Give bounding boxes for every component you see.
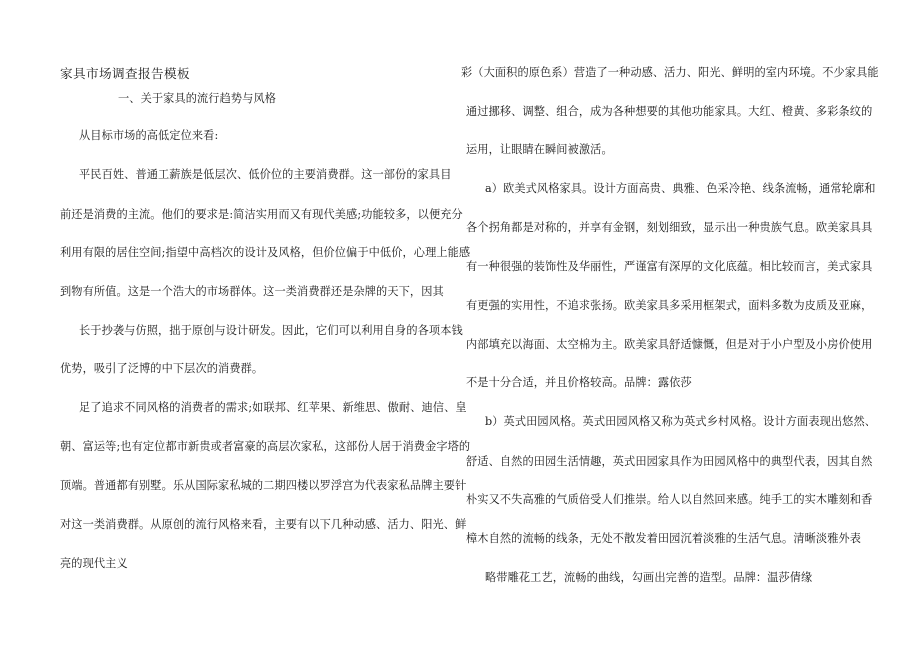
left-paragraph-line: 优势，吸引了泛博的中下层次的消费群。	[60, 362, 264, 375]
right-paragraph-line: 通过挪移、调整、组合，成为各种想要的其他功能家具。大红、橙黄、多彩条纹的	[466, 105, 873, 118]
right-paragraph-line: 彩（大面积的原色系）营造了一种动感、活力、阳光、鲜明的室内环境。不少家具能	[461, 66, 879, 79]
left-paragraph-line: 长于抄袭与仿照，拙于原创与设计研发。因此，它们可以利用自身的各项本钱	[79, 324, 463, 337]
right-paragraph-line: 不是十分合适，并且价格较高。品牌：露依莎	[466, 376, 692, 389]
left-paragraph-line: 朝、富运等;也有定位都市新贵或者富豪的高层次家私，这部份人居于消费金字塔的	[60, 440, 471, 453]
left-paragraph-line: 从目标市场的高低定位来看:	[79, 129, 219, 142]
section-heading: 一、关于家具的流行趋势与风格	[118, 92, 277, 105]
document-title: 家具市场调查报告模板	[60, 66, 190, 81]
left-paragraph-line: 顶端。普通都有别墅。乐从国际家私城的二期四楼以罗浮宫为代表家私品牌主要针	[60, 479, 467, 492]
left-paragraph-line: 到物有所值。这是一个浩大的市场群体。这一类消费群还是杂牌的天下，因其	[60, 285, 444, 298]
right-paragraph-line: a）欧美式风格家具。设计方面高贵、典雅、色采冷艳、线条流畅，通常轮廓和	[485, 182, 876, 195]
right-paragraph-line: 内部填充以海面、太空棉为主。欧美家具舒适慷慨，但是对于小户型及小房价使用	[466, 338, 873, 351]
right-paragraph-line: 有更强的实用性，不追求张扬。欧美家具多采用框架式，面料多数为皮质及亚麻，	[466, 299, 873, 312]
left-paragraph-line: 前还是消费的主流。他们的要求是:简洁实用而又有现代美感;功能较多，以便充分	[60, 208, 463, 221]
left-paragraph-line: 足了追求不同风格的消费者的需求;如联邦、红苹果、新维思、傲耐、迪信、皇	[79, 401, 467, 414]
left-paragraph-line: 亮的现代主义	[60, 557, 128, 570]
right-paragraph-line: 有一种很强的装饰性及华丽性，严谨富有深厚的文化底蕴。相比较而言，美式家具	[466, 260, 873, 273]
right-paragraph-line: 樟木自然的流畅的线条，无处不散发着田园沉着淡雅的生活气息。清晰淡雅外表	[466, 532, 862, 545]
left-paragraph-line: 对这一类消费群。从原创的流行风格来看，主要有以下几种动感、活力、阳光、鲜	[60, 518, 467, 531]
right-paragraph-line: 运用，让眼睛在瞬间被激活。	[466, 143, 613, 156]
left-paragraph-line: 利用有限的居住空间;指望中高档次的设计及风格，但价位偏于中低价，心理上能感	[60, 246, 471, 259]
right-paragraph-line: 舒适、自然的田园生活情趣，英式田园家具作为田园风格中的典型代表，因其自然	[466, 455, 873, 468]
right-paragraph-line: b）英式田园风格。英式田园风格又称为英式乡村风格。设计方面表现出悠然、	[485, 415, 877, 428]
right-paragraph-line: 略带雕花工艺，流畅的曲线，勾画出完善的造型。品牌：温莎倩缘	[485, 571, 813, 584]
left-paragraph-line: 平民百姓、普通工薪族是低层次、低价位的主要消费群。这一部份的家具目	[79, 168, 452, 181]
right-paragraph-line: 各个拐角都是对称的，并享有金钢，刻划细致，显示出一种贵族气息。欧美家具具	[466, 221, 873, 234]
right-paragraph-line: 朴实又不失高雅的气质倍受人们推崇。给人以自然回来感。纯手工的实木雕刻和香	[466, 493, 873, 506]
